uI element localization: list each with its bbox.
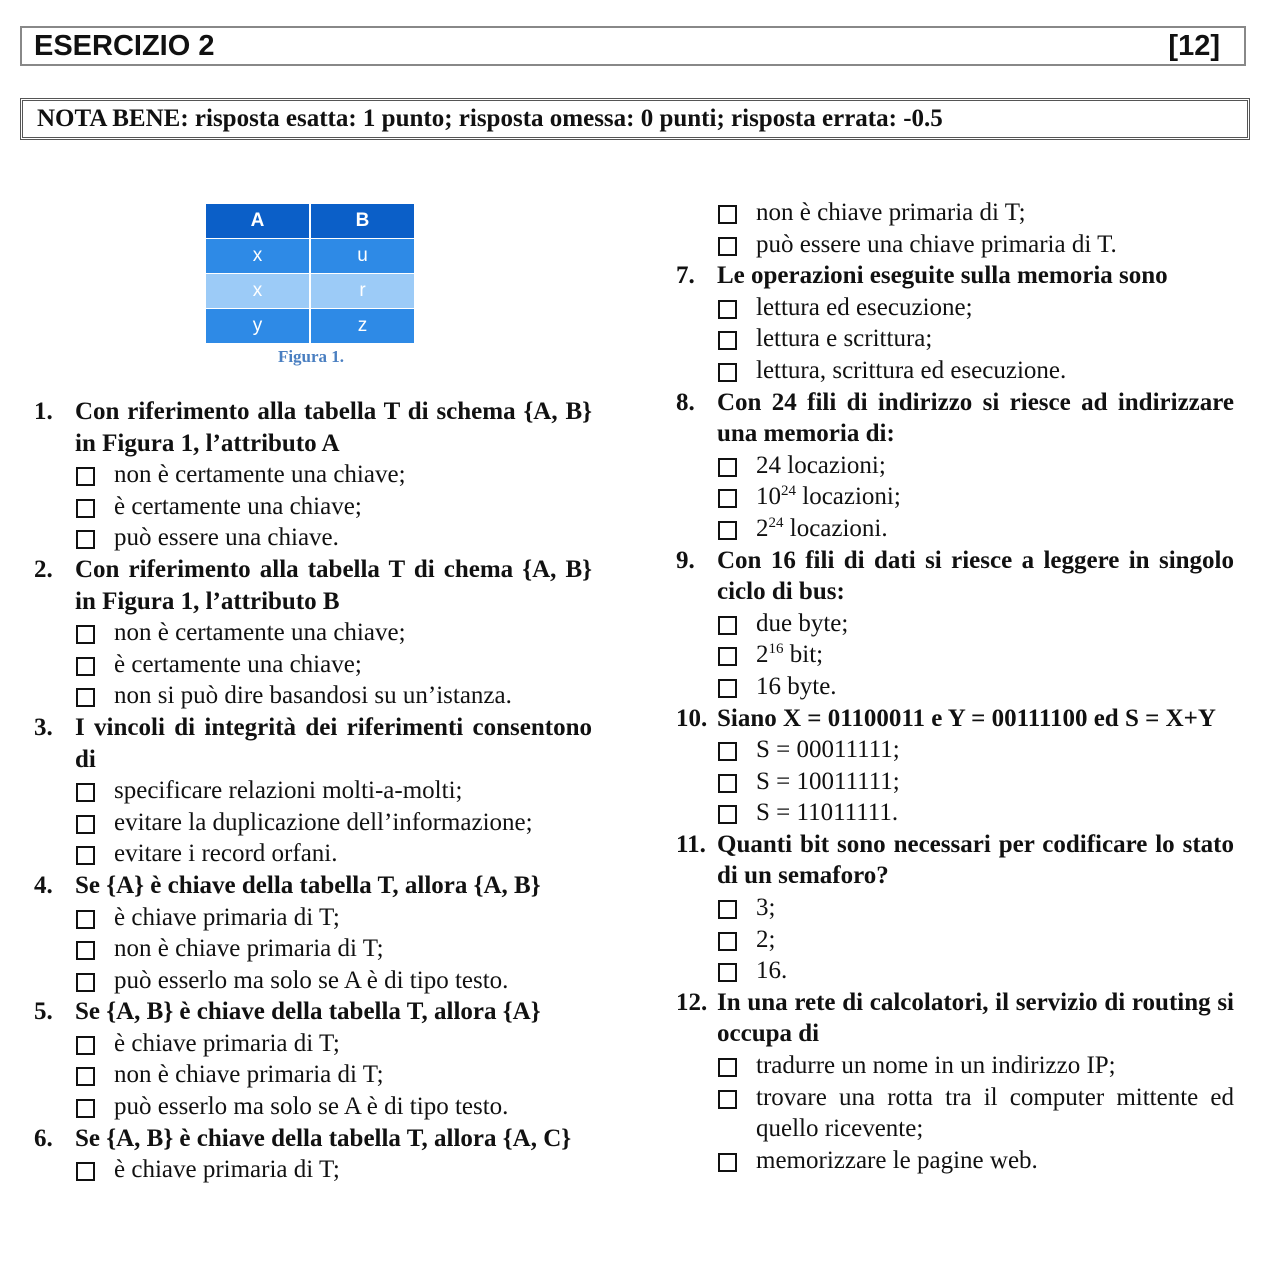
- checkbox[interactable]: [76, 783, 95, 802]
- question-number: 9.: [676, 546, 695, 574]
- option-base: 2: [756, 514, 769, 542]
- answer-option: [676, 1050, 1234, 1082]
- question-header: [676, 545, 1234, 608]
- checkbox[interactable]: [76, 530, 95, 549]
- answer-option: [34, 1059, 592, 1091]
- checkbox[interactable]: [76, 467, 95, 486]
- answer-option: [34, 680, 592, 712]
- answer-option: [34, 902, 592, 934]
- option-text: è chiave primaria di T;: [114, 903, 340, 931]
- question-header: [676, 829, 1234, 892]
- option-text: non è chiave primaria di T;: [114, 1061, 384, 1089]
- question-text: Quanti bit sono necessari per codificare lo stato di un semaforo?: [717, 830, 1234, 890]
- answer-option: [676, 450, 1234, 482]
- answer-option: [676, 924, 1234, 956]
- answer-option: [676, 608, 1234, 640]
- exercise-title: ESERCIZIO 2: [34, 29, 215, 62]
- answer-option: [34, 807, 592, 839]
- option-base: 16 byte.: [756, 672, 837, 700]
- checkbox[interactable]: [76, 657, 95, 676]
- question-text: I vincoli di integrità dei riferimenti consentono di: [75, 713, 592, 773]
- figure-header-b: B: [311, 204, 414, 238]
- option-text: [756, 639, 1234, 671]
- figure-cell: y: [206, 308, 309, 343]
- answer-option: [676, 766, 1234, 798]
- exercise-header: [20, 26, 1246, 66]
- question-text: Con 24 fili di indirizzo si riesce ad indirizzare una memoria di:: [717, 388, 1234, 448]
- option-text: può essere una chiave primaria di T.: [756, 230, 1117, 258]
- option-text: lettura e scrittura;: [756, 325, 933, 353]
- question-header: [676, 387, 1234, 450]
- answer-option: [676, 734, 1234, 766]
- question-8: [676, 387, 1234, 545]
- checkbox[interactable]: [718, 458, 737, 477]
- question-header: [34, 554, 592, 617]
- checkbox[interactable]: [718, 331, 737, 350]
- checkbox[interactable]: [76, 1036, 95, 1055]
- option-rest: locazioni.: [783, 514, 888, 542]
- question-header: [34, 712, 592, 775]
- figure-cell: r: [311, 273, 414, 308]
- checkbox[interactable]: [718, 237, 737, 256]
- checkbox[interactable]: [718, 679, 737, 698]
- figure-cell: u: [311, 238, 414, 273]
- option-text: non è chiave primaria di T;: [756, 199, 1026, 226]
- checkbox[interactable]: [718, 1153, 737, 1172]
- option-text: non si può dire basandosi su un’istanza.: [114, 682, 512, 710]
- question-header: [676, 260, 1234, 292]
- option-text: memorizzare le pagine web.: [756, 1146, 1038, 1174]
- option-text: è chiave primaria di T;: [114, 1156, 340, 1184]
- question-header: [676, 703, 1234, 735]
- question-text: Siano X = 01100011 e Y = 00111100 ed S = X+Y: [717, 704, 1216, 732]
- checkbox[interactable]: [76, 1067, 95, 1086]
- question-9: [676, 545, 1234, 703]
- option-rest: locazioni;: [781, 451, 886, 479]
- answer-option: [676, 292, 1234, 324]
- question-number: 4.: [34, 871, 53, 899]
- option-text: [756, 671, 1234, 703]
- question-4: [34, 870, 592, 996]
- right-column: [676, 197, 1234, 1176]
- answer-option: [676, 671, 1234, 703]
- checkbox[interactable]: [718, 1058, 737, 1077]
- answer-option: [676, 1145, 1234, 1177]
- question-11: [676, 829, 1234, 987]
- option-text: può essere una chiave.: [114, 524, 339, 552]
- left-column: [34, 396, 592, 1186]
- option-text: trovare una rotta tra il computer mittente ed quello ricevente;: [756, 1083, 1234, 1143]
- option-text: può esserlo ma solo se A è di tipo testo.: [114, 1093, 509, 1121]
- question-text: Se {A} è chiave della tabella T, allora {A, B}: [75, 871, 541, 899]
- figure-table: [204, 204, 416, 343]
- question-text: Le operazioni eseguite sulla memoria sono: [717, 262, 1168, 290]
- option-text: S = 10011111;: [756, 767, 900, 795]
- answer-option: [676, 1082, 1234, 1145]
- option-text: è certamente una chiave;: [114, 492, 362, 520]
- question-text: Con riferimento alla tabella T di schema {A, B} in Figura 1, l’attributo A: [75, 398, 592, 457]
- option-text: [756, 608, 1234, 640]
- answer-option: [34, 1028, 592, 1060]
- figure-caption: Figura 1.: [277, 347, 345, 366]
- option-exponent: 24: [768, 514, 784, 531]
- option-text: è certamente una chiave;: [114, 650, 362, 678]
- option-text: è chiave primaria di T;: [114, 1029, 340, 1057]
- question-number: 2.: [34, 555, 53, 583]
- answer-option: [676, 955, 1234, 987]
- option-text: non è certamente una chiave;: [114, 619, 406, 647]
- option-text: [756, 513, 1234, 545]
- question-number: 12.: [676, 988, 708, 1016]
- checkbox[interactable]: [718, 300, 737, 319]
- checkbox[interactable]: [718, 774, 737, 793]
- option-text: evitare la duplicazione dell’informazione;: [114, 808, 533, 836]
- checkbox[interactable]: [718, 647, 737, 666]
- question-number: 8.: [676, 388, 695, 416]
- option-exponent: 24: [781, 483, 796, 500]
- checkbox[interactable]: [76, 625, 95, 644]
- answer-option: [34, 965, 592, 997]
- answer-option: [34, 649, 592, 681]
- checkbox[interactable]: [76, 973, 95, 992]
- question-7: [676, 260, 1234, 386]
- question-6: [34, 1123, 592, 1186]
- checkbox[interactable]: [718, 1090, 737, 1109]
- question-text: Con riferimento alla tabella T di chema {A, B} in Figura 1, l’attributo B: [75, 555, 592, 615]
- answer-option: [34, 1154, 592, 1186]
- option-text: [756, 450, 1234, 482]
- answer-option: [676, 355, 1234, 387]
- option-text: tradurre un nome in un indirizzo IP;: [756, 1052, 1116, 1080]
- option-rest: locazioni;: [796, 483, 901, 511]
- option-text: evitare i record orfani.: [114, 840, 338, 868]
- answer-option: [34, 522, 592, 554]
- figure-cell: x: [206, 273, 309, 308]
- question-number: 7.: [676, 262, 695, 290]
- option-text: 3;: [756, 894, 776, 922]
- option-text: S = 11011111.: [756, 799, 899, 827]
- question-text: In una rete di calcolatori, il servizio di routing si occupa di: [717, 988, 1234, 1048]
- checkbox[interactable]: [718, 521, 737, 540]
- answer-option: [34, 838, 592, 870]
- question-number: 3.: [34, 713, 53, 741]
- question-2: [34, 554, 592, 712]
- checkbox[interactable]: [76, 941, 95, 960]
- figure-cell: x: [206, 238, 309, 273]
- checkbox[interactable]: [76, 846, 95, 865]
- answer-option: [676, 797, 1234, 829]
- question-number: 1.: [34, 398, 53, 425]
- option-text: S = 00011111;: [756, 736, 900, 764]
- answer-option: [676, 892, 1234, 924]
- question-header: [34, 870, 592, 902]
- figure-1: [206, 204, 416, 367]
- checkbox[interactable]: [718, 616, 737, 635]
- option-text: lettura, scrittura ed esecuzione.: [756, 356, 1067, 384]
- checkbox[interactable]: [76, 815, 95, 834]
- question-number: 11.: [676, 830, 706, 858]
- option-exponent: 16: [768, 641, 784, 658]
- answer-option: [34, 459, 592, 491]
- option-rest: bit;: [783, 641, 824, 669]
- checkbox[interactable]: [718, 900, 737, 919]
- question-header: [34, 996, 592, 1028]
- answer-option: [676, 513, 1234, 545]
- checkbox[interactable]: [718, 805, 737, 824]
- question-text: Se {A, B} è chiave della tabella T, allora {A}: [75, 998, 541, 1026]
- option-text: 2;: [756, 925, 776, 953]
- answer-option: [676, 229, 1234, 261]
- option-text: può esserlo ma solo se A è di tipo testo.: [114, 966, 509, 994]
- answer-option: [676, 481, 1234, 513]
- option-text: non è chiave primaria di T;: [114, 935, 384, 963]
- option-text: 16.: [756, 957, 788, 985]
- checkbox[interactable]: [76, 910, 95, 929]
- question-text: Con 16 fili di dati si riesce a leggere in singolo ciclo di bus:: [717, 546, 1234, 606]
- answer-option: [34, 933, 592, 965]
- question-number: 10.: [676, 704, 708, 732]
- question-header: [34, 396, 592, 459]
- checkbox[interactable]: [718, 363, 737, 382]
- checkbox[interactable]: [718, 205, 737, 224]
- question-text: Se {A, B} è chiave della tabella T, allora {A, C}: [75, 1124, 572, 1152]
- question-number: 5.: [34, 998, 53, 1026]
- question-header: [676, 987, 1234, 1050]
- option-text: [756, 481, 1234, 513]
- option-base: 24: [756, 451, 781, 479]
- checkbox[interactable]: [718, 742, 737, 761]
- scoring-note: NOTA BENE: risposta esatta: 1 punto; risposta omessa: 0 punti; risposta errata: -0.5: [20, 98, 1250, 140]
- answer-option: [34, 491, 592, 523]
- checkbox[interactable]: [718, 489, 737, 508]
- answer-option: [34, 617, 592, 649]
- answer-option: [34, 1091, 592, 1123]
- checkbox[interactable]: [76, 1099, 95, 1118]
- question-header: [34, 1123, 592, 1155]
- checkbox[interactable]: [718, 932, 737, 951]
- answer-option: [676, 197, 1234, 229]
- option-base: 2: [756, 641, 769, 669]
- checkbox[interactable]: [76, 688, 95, 707]
- option-base: due byte;: [756, 609, 849, 637]
- question-12: [676, 987, 1234, 1177]
- checkbox[interactable]: [718, 963, 737, 982]
- checkbox[interactable]: [76, 1162, 95, 1181]
- checkbox[interactable]: [76, 499, 95, 518]
- figure-cell: z: [311, 308, 414, 343]
- option-text: lettura ed esecuzione;: [756, 293, 973, 321]
- question-1: [34, 396, 592, 554]
- question-10: [676, 703, 1234, 829]
- figure-header-a: A: [206, 204, 309, 238]
- question-6-continued: [676, 197, 1234, 260]
- answer-option: [34, 775, 592, 807]
- option-base: 10: [756, 483, 781, 511]
- exercise-score: [12]: [1168, 29, 1220, 62]
- answer-option: [676, 323, 1234, 355]
- question-5: [34, 996, 592, 1122]
- option-text: non è certamente una chiave;: [114, 461, 406, 489]
- question-3: [34, 712, 592, 870]
- option-text: specificare relazioni molti-a-molti;: [114, 777, 463, 805]
- answer-option: [676, 639, 1234, 671]
- question-number: 6.: [34, 1124, 53, 1152]
